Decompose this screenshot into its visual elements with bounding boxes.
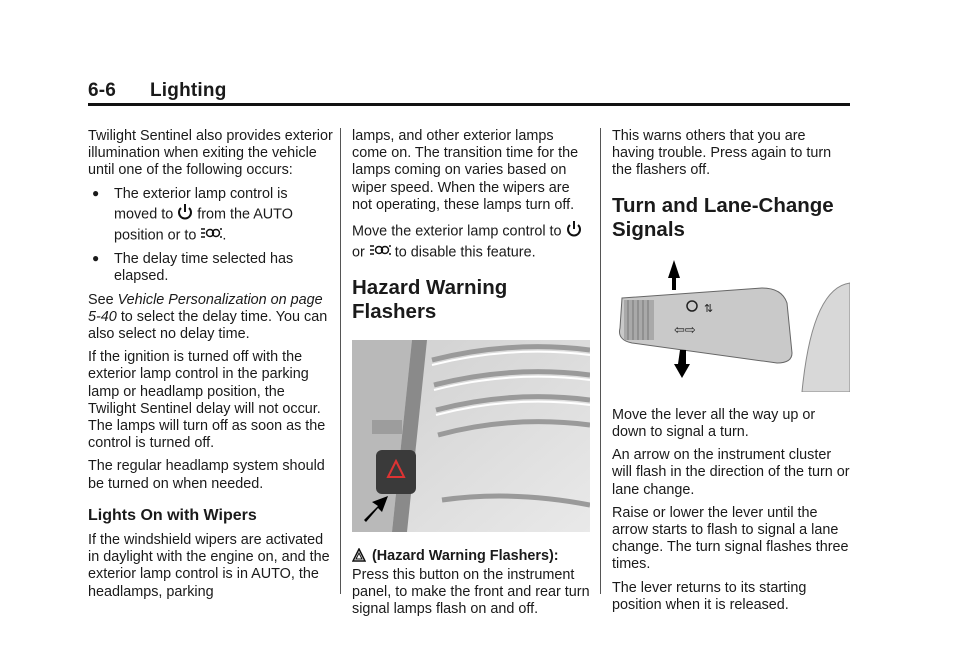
page-header (88, 80, 227, 102)
see-prefix: See (88, 291, 114, 308)
hazard-label: (Hazard Warning Flashers): (372, 547, 559, 564)
see-reference-paragraph (88, 292, 333, 344)
move-lever-paragraph: Move the lever all the way up or down to signal a turn. (612, 406, 816, 441)
bullet-text: . (222, 227, 227, 244)
parking-lamp-icon (369, 243, 391, 262)
turn-signal-heading: Turn and Lane-Change Signals (612, 193, 834, 241)
hazard-triangle-icon (352, 548, 366, 567)
disable-feature-paragraph (352, 220, 592, 262)
power-icon (566, 220, 582, 243)
turn-signal-lever-illustration (612, 258, 850, 397)
hazard-heading: Hazard Warning Flashers (352, 276, 508, 324)
column-3 (612, 128, 850, 620)
hazard-desc-text: Press this button on the instrument panel, to make the front and rear turn signal lamps flash on and off. (352, 566, 590, 618)
section-number: 6-6 (88, 80, 117, 101)
column-divider (600, 128, 601, 594)
see-suffix: to select the delay time. You can also select no delay time. (88, 308, 328, 343)
parking-lamp-icon (200, 226, 222, 245)
bullet-text: The exterior lamp control is moved to (114, 185, 288, 223)
header-rule (88, 103, 850, 106)
intro-paragraph: Twilight Sentinel also provides exterior illumination when exiting the vehicle until one of the following occurs: (88, 128, 333, 179)
section-title: Lighting (150, 80, 227, 101)
move-text: Move the exterior lamp control to (352, 223, 562, 240)
column-2 (352, 128, 592, 624)
bullet-item (88, 186, 333, 246)
wipers-paragraph: If the windshield wipers are activated in daylight with the engine on, and the exterior lamp control is in AUTO, the headlamps, parking (88, 532, 330, 600)
hazard-button-illustration (352, 340, 592, 537)
column-1 (88, 128, 333, 607)
or-text: or (352, 244, 365, 261)
wipers-heading: Lights On with Wipers (88, 506, 257, 524)
bullet-item (88, 251, 333, 285)
ignition-paragraph: If the ignition is turned off with the exterior lamp control in the parking lamp or headlamp position, the Twilight Sentinel delay will not occur. The lamps will turn off as soon as the control is turned off. (88, 349, 326, 452)
bullet-dot: ● (92, 251, 100, 266)
bullet-text: from the AUTO position or to (114, 206, 293, 244)
hazard-description (352, 548, 592, 619)
disable-text: to disable this feature. (394, 244, 536, 261)
arrow-paragraph: An arrow on the instrument cluster will flash in the direction of the turn or lane change. (612, 447, 850, 498)
regular-headlamp-paragraph: The regular headlamp system should be turned on when needed. (88, 458, 325, 492)
lever-returns-paragraph: The lever returns to its starting position when it is released. (612, 579, 807, 613)
power-icon (177, 203, 193, 226)
bullet-text: The delay time selected has elapsed. (114, 251, 294, 285)
cross-reference-link[interactable]: Vehicle Personalization on page 5-40 (88, 291, 323, 325)
raise-lower-paragraph: Raise or lower the lever until the arrow starts to flash to signal a lane change. The turn signal flashes three times. (612, 504, 849, 573)
bullet-dot: ● (92, 185, 100, 200)
svg-text:⇦⇨: ⇦⇨ (674, 322, 696, 338)
column-divider (340, 128, 341, 594)
svg-text:⇅: ⇅ (704, 301, 714, 315)
wipers-continued-paragraph: lamps, and other exterior lamps come on. The transition time for the lamps coming on varies based on wiper speed. When the wipers are not operating, these lamps turn off. (352, 128, 579, 213)
warns-paragraph: This warns others that you are having trouble. Press again to turn the flashers off. (612, 128, 832, 179)
